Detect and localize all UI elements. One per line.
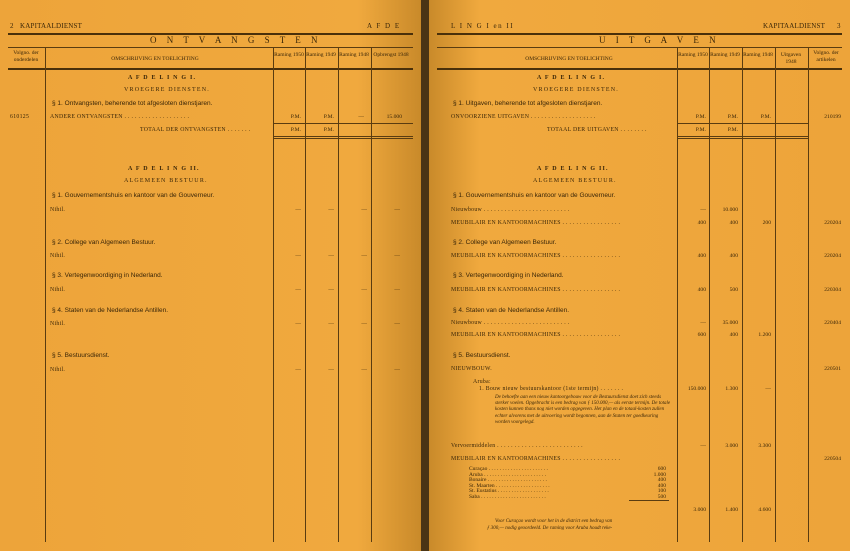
island-value: 500 bbox=[657, 493, 666, 500]
val: 400 bbox=[697, 220, 706, 226]
dash: — bbox=[328, 253, 334, 259]
val: P.M. bbox=[323, 114, 334, 120]
volgno-210199: 210199 bbox=[824, 114, 841, 120]
row-totaal-ontvangsten: TOTAAL DER ONTVANGSTEN . . . . . . . bbox=[140, 127, 251, 133]
dash: — bbox=[361, 287, 367, 293]
volgno: 220404 bbox=[824, 320, 841, 326]
col-raming-1950: Raming 1950 bbox=[274, 52, 304, 58]
dash: — bbox=[328, 321, 334, 327]
page-number-right: 3 bbox=[837, 22, 841, 30]
leader-dots: . . . . . . . . . . . . . . . . . . . . . . . . bbox=[481, 493, 546, 500]
row-totaal-uitgaven: TOTAAL DER UITGAVEN . . . . . . . . bbox=[547, 127, 647, 133]
dash: — bbox=[361, 367, 367, 373]
val: 600 bbox=[697, 332, 706, 338]
val: 1.300 bbox=[725, 386, 738, 392]
volgno: 220504 bbox=[824, 456, 841, 462]
dash: — bbox=[394, 253, 400, 259]
row-label: TOTAAL DER UITGAVEN bbox=[547, 127, 619, 133]
banner-ontvangsten: O N T V A N G S T E N bbox=[150, 35, 322, 45]
afdeling-1-subtitle: VROEGERE DIENSTEN. bbox=[533, 87, 619, 93]
col-volgno: Volgno. der onderdelen bbox=[13, 50, 39, 63]
row-nieuwbouw-heading: NIEUWBOUW. bbox=[451, 366, 492, 372]
row-label: MEUBILAIR EN KANTOORMACHINES bbox=[451, 332, 561, 338]
col-rule bbox=[305, 47, 306, 542]
row-meubilair: MEUBILAIR EN KANTOORMACHINES . . . . . . . . . . . . . . . . . bbox=[451, 253, 621, 259]
val: 400 bbox=[729, 220, 738, 226]
nihil: Nihil. bbox=[50, 287, 66, 293]
row-label: MEUBILAIR EN KANTOORMACHINES bbox=[451, 220, 561, 226]
val: P.M. bbox=[695, 127, 706, 133]
left-paragraph-1: § 1. Gouvernementshuis en kantoor van de Gouverneur. bbox=[52, 192, 215, 199]
dash: — bbox=[295, 367, 301, 373]
dash: — bbox=[361, 253, 367, 259]
col-volgno: Volgno. der artikelen bbox=[813, 50, 839, 63]
val: 400 bbox=[697, 253, 706, 259]
dash: — bbox=[295, 253, 301, 259]
val: P.M. bbox=[760, 114, 771, 120]
island-name: Curaçao bbox=[469, 466, 488, 472]
running-head-split-left: A F D E bbox=[367, 22, 401, 30]
dash: — bbox=[394, 367, 400, 373]
volgno: 220304 bbox=[824, 287, 841, 293]
col-rule bbox=[808, 47, 809, 542]
val: 1.200 bbox=[758, 332, 771, 338]
val: 400 bbox=[729, 332, 738, 338]
val: P.M. bbox=[727, 127, 738, 133]
row-label: Vervoermiddelen bbox=[451, 443, 496, 449]
banner-uitgaven: U I T G A V E N bbox=[599, 35, 720, 45]
aruba-label: Aruba: bbox=[473, 379, 491, 385]
leader-dots: . . . . . . . . . . . . . . . . . . . bbox=[497, 488, 549, 494]
afdeling-2-title: A F D E L I N G II. bbox=[537, 166, 609, 172]
row-label: MEUBILAIR EN KANTOORMACHINES bbox=[451, 253, 561, 259]
row-vervoermiddelen: Vervoermiddelen . . . . . . . . . . . . . . . . . . . . . . . . . bbox=[451, 443, 583, 449]
dash: — bbox=[295, 207, 301, 213]
row-label: Nieuwbouw bbox=[451, 207, 483, 213]
island-value: 400 bbox=[657, 477, 666, 483]
val: 150.000 bbox=[687, 386, 706, 392]
val: 3.300 bbox=[758, 443, 771, 449]
afdeling-2-title: A F D E L I N G II. bbox=[128, 166, 200, 172]
row-label: ANDERE ONTVANGSTEN bbox=[50, 114, 123, 120]
dash: — bbox=[361, 321, 367, 327]
val: — bbox=[700, 443, 706, 449]
col-rule bbox=[677, 47, 678, 542]
island-value: 100 bbox=[657, 488, 666, 494]
nihil: Nihil. bbox=[50, 207, 66, 213]
val: — bbox=[700, 320, 706, 326]
rule bbox=[8, 68, 413, 70]
row-nieuwbouw: Nieuwbouw . . . . . . . . . . . . . . . . . . . . . . . . . bbox=[451, 320, 570, 326]
running-head-split-right: L I N G I en II bbox=[451, 22, 515, 30]
val: 10.000 bbox=[722, 207, 738, 213]
val: — bbox=[765, 386, 771, 392]
col-opbrengst-1948: Opbrengst 1948 bbox=[373, 52, 409, 58]
col-rule bbox=[742, 47, 743, 542]
dash: — bbox=[394, 207, 400, 213]
leader-dots: . . . . . . . . . . . . . . . . . . . . . . . bbox=[484, 471, 546, 478]
left-paragraph-3: § 3. Vertegenwoordiging in Nederland. bbox=[52, 272, 163, 279]
rule bbox=[629, 500, 669, 501]
val: 3.000 bbox=[725, 443, 738, 449]
dash: — bbox=[394, 321, 400, 327]
row-label: MEUBILAIR EN KANTOORMACHINES bbox=[451, 287, 561, 293]
row-onvoorziene-uitgaven: ONVOORZIENE UITGAVEN . . . . . . . . . . . . . . . . . . . bbox=[451, 114, 596, 120]
val: P.M. bbox=[695, 114, 706, 120]
right-paragraph-4: § 4. Staten van de Nederlandse Antillen. bbox=[453, 307, 569, 314]
leader-dots: . . . . . . . . . . . . . . . . . . . . bbox=[496, 482, 550, 489]
nihil: Nihil. bbox=[50, 321, 66, 327]
rule bbox=[677, 138, 808, 139]
val: 500 bbox=[729, 287, 738, 293]
col-rule bbox=[775, 47, 776, 542]
col-raming-1950: Raming 1950 bbox=[678, 52, 708, 58]
rule bbox=[8, 47, 413, 48]
col-rule bbox=[45, 47, 46, 542]
right-paragraph-5: § 5. Bestuursdienst. bbox=[453, 352, 511, 359]
afdeling-1-subtitle: VROEGERE DIENSTEN. bbox=[124, 87, 210, 93]
leader-dots: . . . . . . . . . . . . . . . . . . . . . . bbox=[487, 477, 547, 483]
row-nieuwbouw: Nieuwbouw . . . . . . . . . . . . . . . . . . . . . . . . . bbox=[451, 207, 570, 213]
col-rule bbox=[371, 47, 372, 542]
volgno: 220204 bbox=[824, 253, 841, 259]
col-rule bbox=[338, 47, 339, 542]
rule bbox=[677, 123, 808, 124]
val: 4.600 bbox=[758, 507, 771, 513]
dash: — bbox=[295, 287, 301, 293]
val: 1.400 bbox=[725, 507, 738, 513]
island-list bbox=[469, 466, 674, 499]
rule bbox=[437, 68, 842, 70]
col-raming-1948: Raming 1948 bbox=[339, 52, 369, 58]
left-paragraph-5: § 5. Bestuursdienst. bbox=[52, 352, 110, 359]
island-name: Aruba bbox=[469, 471, 483, 478]
left-afd1-paragraph-1: § 1. Ontvangsten, beherende tot afgesloten dienstjaren. bbox=[52, 100, 213, 107]
col-raming-1948: Raming 1948 bbox=[743, 52, 773, 58]
island-name: St. Eustatius bbox=[469, 488, 497, 494]
rule bbox=[273, 138, 413, 139]
right-paragraph-1: § 1. Gouvernementshuis en kantoor van de Gouverneur. bbox=[453, 192, 616, 199]
row-meubilair: MEUBILAIR EN KANTOORMACHINES . . . . . . . . . . . . . . . . . bbox=[451, 220, 621, 226]
left-paragraph-4: § 4. Staten van de Nederlandse Antillen. bbox=[52, 307, 168, 314]
row-label: TOTAAL DER ONTVANGSTEN bbox=[140, 127, 226, 133]
island-name: Saba bbox=[469, 493, 480, 500]
val: 200 bbox=[762, 220, 771, 226]
book-gutter bbox=[421, 0, 429, 551]
afdeling-2-subtitle: ALGEMEEN BESTUUR. bbox=[533, 178, 617, 184]
row-meubilair: MEUBILAIR EN KANTOORMACHINES . . . . . . . . . . . . . . . . . bbox=[451, 287, 621, 293]
island-name: St. Maarten bbox=[469, 482, 495, 489]
val: 3.000 bbox=[693, 507, 706, 513]
val: 400 bbox=[729, 253, 738, 259]
volgno: 220204 bbox=[824, 220, 841, 226]
island-name: Bonaire bbox=[469, 477, 487, 483]
nihil: Nihil. bbox=[50, 367, 66, 373]
island-value: 400 bbox=[657, 482, 666, 489]
col-rule bbox=[709, 47, 710, 542]
col-omschrijving: OMSCHRIJVING EN TOELICHTING bbox=[525, 56, 613, 62]
dash: — bbox=[328, 287, 334, 293]
left-page bbox=[0, 0, 421, 551]
note-curacao-line1: Voor Curaçao wordt voor het in de district een bedrag van bbox=[495, 519, 613, 524]
page-number-left: 2 bbox=[10, 22, 14, 30]
island-value: 1.000 bbox=[653, 471, 666, 478]
volgno-610125: 610125 bbox=[10, 114, 30, 120]
leader-dots: . . . . . . . . . . . . . . . . . . . . . . bbox=[488, 466, 548, 472]
rule bbox=[437, 47, 842, 48]
rule bbox=[273, 136, 413, 137]
val: 400 bbox=[697, 287, 706, 293]
row-meubilair: MEUBILAIR EN KANTOORMACHINES . . . . . . . . . . . . . . . . . bbox=[451, 332, 621, 338]
rule bbox=[677, 136, 808, 137]
island-value: 600 bbox=[657, 466, 666, 472]
right-page bbox=[429, 0, 850, 551]
left-paragraph-2: § 2. College van Algemeen Bestuur. bbox=[52, 239, 156, 246]
right-paragraph-2: § 2. College van Algemeen Bestuur. bbox=[453, 239, 557, 246]
volgno: 220501 bbox=[824, 366, 841, 372]
col-uitgaven-1948: Uitgaven 1948 bbox=[780, 52, 802, 65]
row-andere-ontvangsten: ANDERE ONTVANGSTEN . . . . . . . . . . . . . . . . . . . bbox=[50, 114, 190, 120]
val: — bbox=[358, 114, 364, 120]
dash: — bbox=[295, 321, 301, 327]
dash: — bbox=[328, 367, 334, 373]
val: 15.000 bbox=[386, 114, 402, 120]
dash: — bbox=[394, 287, 400, 293]
col-raming-1949: Raming 1949 bbox=[306, 52, 336, 58]
col-raming-1949: Raming 1949 bbox=[710, 52, 740, 58]
val: P.M. bbox=[323, 127, 334, 133]
running-head-left: KAPITAALDIENST bbox=[20, 22, 83, 30]
val: P.M. bbox=[727, 114, 738, 120]
val: P.M. bbox=[290, 127, 301, 133]
right-paragraph-3: § 3. Vertegenwoordiging in Nederland. bbox=[453, 272, 564, 279]
col-rule bbox=[273, 47, 274, 542]
row-label: Nieuwbouw bbox=[451, 320, 483, 326]
dash: — bbox=[328, 207, 334, 213]
row-meubilair: MEUBILAIR EN KANTOORMACHINES . . . . . . . . . . . . . . . . . bbox=[451, 456, 621, 462]
afdeling-1-title: A F D E L I N G I. bbox=[128, 75, 197, 81]
row-label: 1. Bouw nieuw bestuurskantoor (1ste termijn) bbox=[479, 386, 599, 392]
note-curacao-line2: ƒ 300,— nodig geoordeeld. De raming voor Aruba houdt reke- bbox=[487, 526, 613, 531]
val: — bbox=[700, 207, 706, 213]
afdeling-1-title: A F D E L I N G I. bbox=[537, 75, 606, 81]
val: P.M. bbox=[290, 114, 301, 120]
col-omschrijving: OMSCHRIJVING EN TOELICHTING bbox=[111, 56, 199, 62]
dash: — bbox=[361, 207, 367, 213]
row-label: MEUBILAIR EN KANTOORMACHINES bbox=[451, 456, 561, 462]
rule bbox=[273, 123, 413, 124]
nihil: Nihil. bbox=[50, 253, 66, 259]
note-bestuurskantoor: De behoefte aan een nieuw kantoorgebouw voor de Bestuursdienst doet zich steeds sterker voelen. Opgebracht is een bedrag van ƒ 150.000,— als eerste termijn. De totale kosten kunnen thans nog niet worden opgegeven. Het plan en de totaal-kosten zullen echter alvorens met de uitvoering wordt begonnen, aan de Staten ter goedkeuring worden voorgelegd. bbox=[495, 395, 671, 425]
val: 35.000 bbox=[722, 320, 738, 326]
right-afd1-paragraph-1: § 1. Uitgaven, beherende tot afgesloten dienstjaren. bbox=[453, 100, 603, 107]
running-head-right: KAPITAALDIENST bbox=[763, 22, 826, 30]
island-row bbox=[469, 494, 674, 500]
afdeling-2-subtitle: ALGEMEEN BESTUUR. bbox=[124, 178, 208, 184]
row-bestuurskantoor: 1. Bouw nieuw bestuurskantoor (1ste termijn) . . . . . . . bbox=[479, 386, 624, 392]
row-label: ONVOORZIENE UITGAVEN bbox=[451, 114, 530, 120]
